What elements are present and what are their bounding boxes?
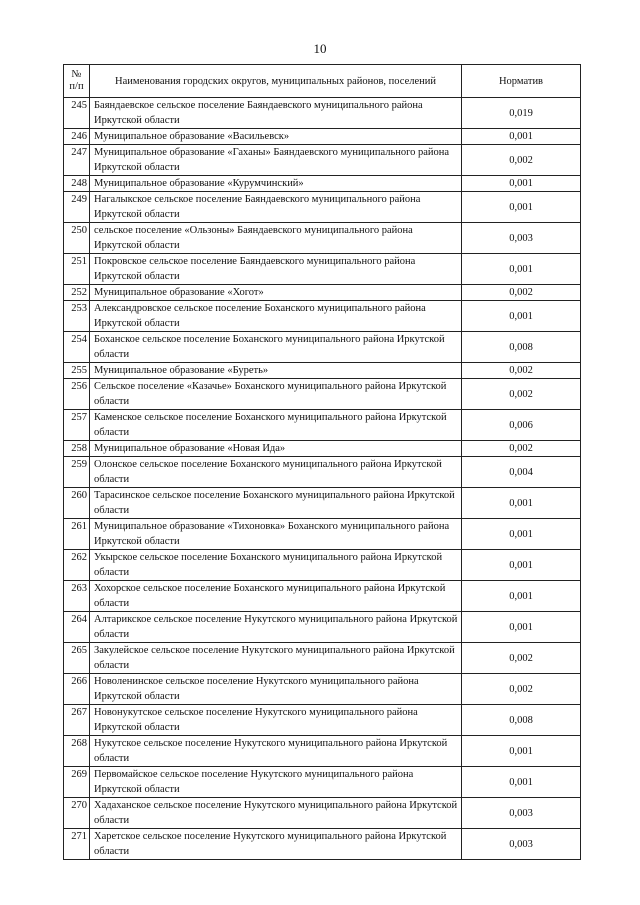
row-name: Баяндаевское сельское поселение Баяндаевского муниципального района Иркутской области	[90, 98, 462, 129]
row-name: Олонское сельское поселение Боханского муниципального района Иркутской области	[90, 457, 462, 488]
row-value: 0,002	[462, 441, 581, 457]
row-name: Муниципальное образование «Хогот»	[90, 285, 462, 301]
table-header-row	[64, 65, 581, 98]
row-value: 0,002	[462, 379, 581, 410]
table-row	[64, 363, 581, 379]
row-name: Александровское сельское поселение Боханского муниципального района Иркутской области	[90, 301, 462, 332]
row-number: 251	[64, 254, 90, 285]
table-row	[64, 379, 581, 410]
row-number: 260	[64, 488, 90, 519]
table-row	[64, 145, 581, 176]
row-number: 248	[64, 176, 90, 192]
header-value: Норматив	[462, 65, 581, 98]
row-number: 269	[64, 767, 90, 798]
row-number: 267	[64, 705, 90, 736]
row-value: 0,008	[462, 332, 581, 363]
table-row	[64, 736, 581, 767]
table-row	[64, 176, 581, 192]
row-name: Нукутское сельское поселение Нукутского муниципального района Иркутской области	[90, 736, 462, 767]
row-value: 0,004	[462, 457, 581, 488]
row-name: Муниципальное образование «Курумчинский»	[90, 176, 462, 192]
row-name: Хохорское сельское поселение Боханского муниципального района Иркутской области	[90, 581, 462, 612]
row-value: 0,002	[462, 145, 581, 176]
table-row	[64, 488, 581, 519]
row-value: 0,003	[462, 829, 581, 860]
table-row	[64, 301, 581, 332]
table-row	[64, 129, 581, 145]
row-value: 0,001	[462, 550, 581, 581]
row-value: 0,019	[462, 98, 581, 129]
row-name: сельское поселение «Ользоны» Баяндаевского муниципального района Иркутской области	[90, 223, 462, 254]
row-number: 270	[64, 798, 90, 829]
row-name: Муниципальное образование «Гаханы» Баяндаевского муниципального района Иркутской области	[90, 145, 462, 176]
row-name: Муниципальное образование «Буреть»	[90, 363, 462, 379]
row-value: 0,001	[462, 129, 581, 145]
row-number: 254	[64, 332, 90, 363]
row-name: Муниципальное образование «Новая Ида»	[90, 441, 462, 457]
row-number: 246	[64, 129, 90, 145]
table-row	[64, 410, 581, 441]
row-value: 0,003	[462, 223, 581, 254]
row-value: 0,002	[462, 363, 581, 379]
row-number: 268	[64, 736, 90, 767]
row-value: 0,003	[462, 798, 581, 829]
row-number: 262	[64, 550, 90, 581]
row-number: 271	[64, 829, 90, 860]
row-number: 252	[64, 285, 90, 301]
row-number: 261	[64, 519, 90, 550]
row-number: 258	[64, 441, 90, 457]
table-row	[64, 767, 581, 798]
row-value: 0,001	[462, 736, 581, 767]
row-value: 0,006	[462, 410, 581, 441]
row-name: Муниципальное образование «Васильевск»	[90, 129, 462, 145]
table-row	[64, 98, 581, 129]
row-name: Харетское сельское поселение Нукутского муниципального района Иркутской области	[90, 829, 462, 860]
row-value: 0,001	[462, 176, 581, 192]
row-value: 0,001	[462, 767, 581, 798]
table-row	[64, 674, 581, 705]
table-row	[64, 705, 581, 736]
row-name: Алтарикское сельское поселение Нукутского муниципального района Иркутской области	[90, 612, 462, 643]
header-name: Наименования городских округов, муниципальных районов, поселений	[90, 65, 462, 98]
row-value: 0,001	[462, 301, 581, 332]
row-number: 259	[64, 457, 90, 488]
table-row	[64, 550, 581, 581]
table-row	[64, 223, 581, 254]
row-name: Первомайское сельское поселение Нукутского муниципального района Иркутской области	[90, 767, 462, 798]
row-name: Сельское поселение «Казачье» Боханского муниципального района Иркутской области	[90, 379, 462, 410]
header-number-abbr: п/п	[69, 81, 84, 92]
row-value: 0,001	[462, 581, 581, 612]
row-name: Нагалыкское сельское поселение Баяндаевского муниципального района Иркутской области	[90, 192, 462, 223]
row-number: 264	[64, 612, 90, 643]
row-number: 266	[64, 674, 90, 705]
row-number: 249	[64, 192, 90, 223]
row-name: Укырское сельское поселение Боханского муниципального района Иркутской области	[90, 550, 462, 581]
table-row	[64, 332, 581, 363]
header-number-sign: №	[71, 69, 82, 80]
row-value: 0,001	[462, 488, 581, 519]
row-value: 0,002	[462, 674, 581, 705]
row-name: Боханское сельское поселение Боханского муниципального района Иркутской области	[90, 332, 462, 363]
row-value: 0,002	[462, 285, 581, 301]
table-row	[64, 798, 581, 829]
table-row	[64, 254, 581, 285]
row-name: Муниципальное образование «Тихоновка» Боханского муниципального района Иркутской области	[90, 519, 462, 550]
norms-table	[63, 64, 581, 860]
row-value: 0,008	[462, 705, 581, 736]
table-row	[64, 612, 581, 643]
table-row	[64, 581, 581, 612]
table-row	[64, 519, 581, 550]
row-number: 250	[64, 223, 90, 254]
table-row	[64, 457, 581, 488]
row-name: Тарасинское сельское поселение Боханского муниципального района Иркутской области	[90, 488, 462, 519]
page-number: 10	[313, 41, 327, 56]
row-number: 247	[64, 145, 90, 176]
row-name: Закулейское сельское поселение Нукутского муниципального района Иркутской области	[90, 643, 462, 674]
row-value: 0,001	[462, 519, 581, 550]
row-value: 0,002	[462, 643, 581, 674]
row-value: 0,001	[462, 254, 581, 285]
row-number: 257	[64, 410, 90, 441]
table-row	[64, 643, 581, 674]
table-row	[64, 192, 581, 223]
row-number: 253	[64, 301, 90, 332]
header-number	[64, 65, 90, 98]
row-name: Новонукутское сельское поселение Нукутского муниципального района Иркутской области	[90, 705, 462, 736]
row-value: 0,001	[462, 192, 581, 223]
row-name: Новоленинское сельское поселение Нукутского муниципального района Иркутской области	[90, 674, 462, 705]
row-name: Покровское сельское поселение Баяндаевского муниципального района Иркутской области	[90, 254, 462, 285]
row-name: Хадаханское сельское поселение Нукутского муниципального района Иркутской области	[90, 798, 462, 829]
row-number: 245	[64, 98, 90, 129]
row-number: 256	[64, 379, 90, 410]
table-row	[64, 285, 581, 301]
row-number: 255	[64, 363, 90, 379]
table-row	[64, 441, 581, 457]
row-number: 265	[64, 643, 90, 674]
table-row	[64, 829, 581, 860]
row-value: 0,001	[462, 612, 581, 643]
row-name: Каменское сельское поселение Боханского муниципального района Иркутской области	[90, 410, 462, 441]
row-number: 263	[64, 581, 90, 612]
